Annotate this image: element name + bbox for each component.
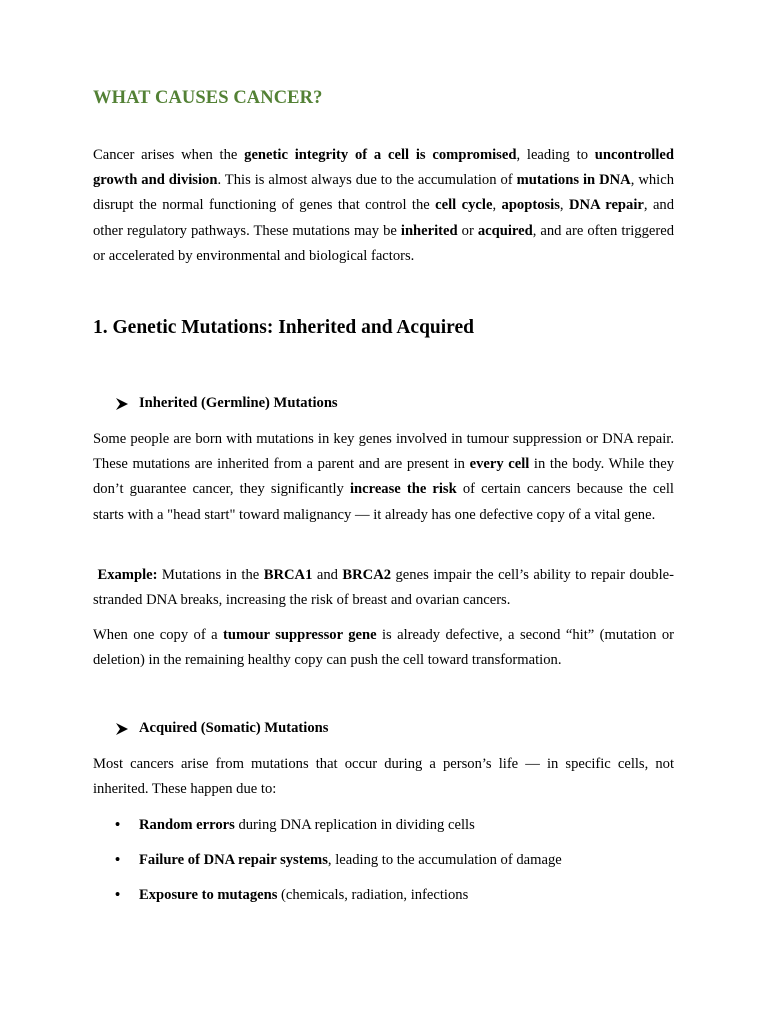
bullet-dot: • [115,817,121,833]
bullet-dot: • [115,887,121,903]
bullet-dot: • [115,852,121,868]
list-item: • Exposure to mutagens (chemicals, radiation, infections [115,887,469,903]
arrowhead-icon [115,397,129,411]
intro-paragraph: Cancer arises when the genetic integrity of a cell is compromised, leading to uncontrolled growth and division. This is almost always due to the accumulation of mutations in DNA, which disrupt the normal functioning of genes that control the cell cycle, apoptosis, DNA repair, and other regulatory pathways. These mutations may be inherited or acquired, and are often triggered or accelerated by environmental and biological factors. [93,147,675,264]
document-title: WHAT CAUSES CANCER? [93,88,323,108]
list-item: • Random errors during DNA replication in dividing cells [115,817,475,833]
subheading-inherited-mutations: Inherited (Germline) Mutations [115,395,338,412]
example-paragraph: Example: Mutations in the BRCA1 and BRCA2 genes impair the cell’s ability to repair double-stranded DNA breaks, increasing the risk of breast and ovarian cancers. [93,567,674,609]
arrowhead-icon [115,722,129,736]
subheading-acquired-mutations: Acquired (Somatic) Mutations [115,720,328,737]
inherited-paragraph-1: Some people are born with mutations in key genes involved in tumour suppression or DNA repair. These mutations are inherited from a parent and are present in every cell in the body. While they don’t guarantee cancer, they significantly increase the risk of certain cancers because the cell starts with a "head start" toward malignancy — it already has one defective copy of a vital gene. [93,431,674,523]
list-item: • Failure of DNA repair systems, leading to the accumulation of damage [115,852,562,868]
acquired-paragraph: Most cancers arise from mutations that occur during a person’s life — in specific cells, not inherited. These happen due to: [93,756,674,798]
second-hit-paragraph: When one copy of a tumour suppressor gene is already defective, a second “hit” (mutation or deletion) in the remaining healthy copy can push the cell toward transformation. [93,627,674,669]
section-heading-genetic-mutations: 1. Genetic Mutations: Inherited and Acquired [93,317,474,338]
